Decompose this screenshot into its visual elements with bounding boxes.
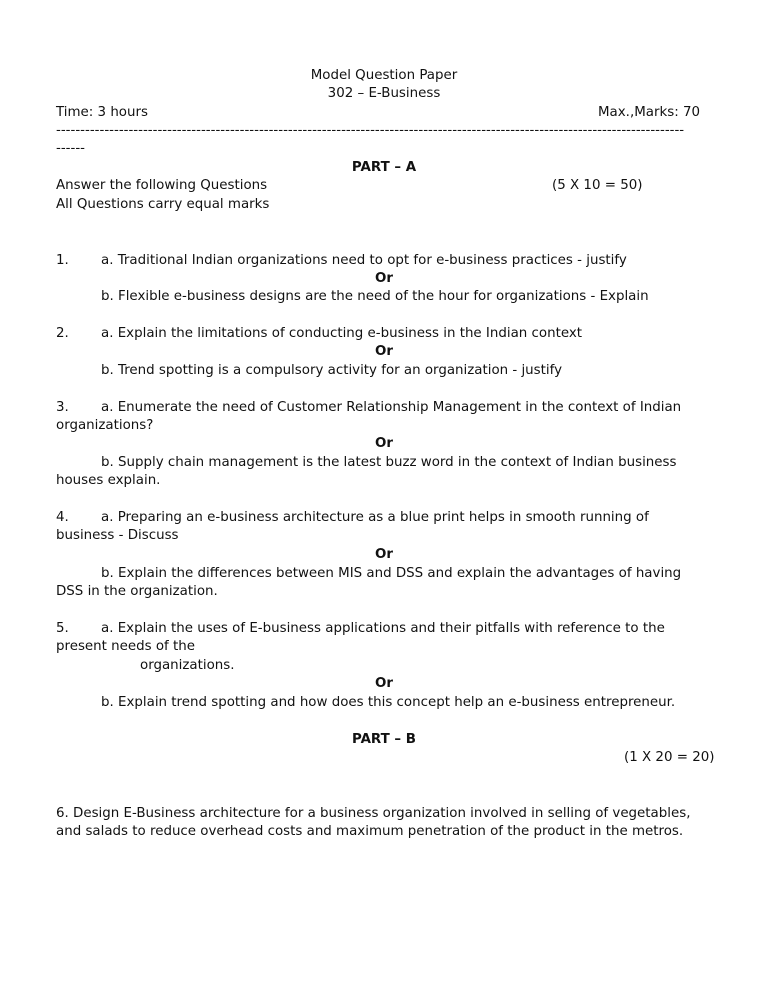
- question-option-b: b. Flexible e-business designs are the need of the hour for organizations - Explain: [101, 289, 649, 304]
- question-option-b: b. Explain trend spotting and how does this concept help an e-business entrepreneur.: [101, 695, 676, 710]
- question-option-b-continued: houses explain.: [56, 473, 161, 488]
- part-b-marks-scheme: (1 X 20 = 20): [624, 750, 715, 765]
- question-option-b: b. Explain the differences between MIS and DSS and explain the advantages of having: [101, 566, 682, 581]
- question-option-a: a. Explain the limitations of conducting e-business in the Indian context: [101, 326, 582, 341]
- question-option-a-continued: organizations?: [56, 418, 154, 433]
- exam-duration: Time: 3 hours: [56, 105, 148, 120]
- question-option-a: a. Preparing an e-business architecture as a blue print helps in smooth running of: [101, 510, 649, 525]
- question-number: 2.: [56, 326, 69, 341]
- question-option-a: a. Enumerate the need of Customer Relationship Management in the context of Indian: [101, 400, 682, 415]
- question-6-line-2: and salads to reduce overhead costs and maximum penetration of the product in the metros.: [56, 824, 684, 839]
- question-option-a-continued: present needs of the: [56, 639, 195, 654]
- question-option-a-continued: business - Discuss: [56, 528, 179, 543]
- part-b-heading: PART – B: [351, 732, 417, 747]
- question-number: 4.: [56, 510, 69, 525]
- question-number: 1.: [56, 253, 69, 268]
- question-number: 3.: [56, 400, 69, 415]
- divider-line-tail: ------: [56, 141, 85, 156]
- part-a-equal-marks-note: All Questions carry equal marks: [56, 197, 270, 212]
- or-separator: Or: [375, 344, 393, 359]
- question-option-a: a. Explain the uses of E-business applications and their pitfalls with reference to the: [101, 621, 665, 636]
- or-separator: Or: [375, 547, 393, 562]
- question-option-a: a. Traditional Indian organizations need to opt for e-business practices - justify: [101, 253, 627, 268]
- max-marks: Max.,Marks: 70: [598, 105, 700, 120]
- paper-title: Model Question Paper: [310, 68, 458, 83]
- question-6-line-1: 6. Design E-Business architecture for a business organization involved in selling of vegetables,: [56, 806, 691, 821]
- part-a-instruction: Answer the following Questions: [56, 178, 268, 193]
- divider-line: ----------------------------------------------------------------------------------------------------------------------------------: [56, 123, 685, 138]
- or-separator: Or: [375, 436, 393, 451]
- question-option-b: b. Supply chain management is the latest buzz word in the context of Indian business: [101, 455, 677, 470]
- question-option-b-continued: DSS in the organization.: [56, 584, 218, 599]
- part-a-heading: PART – A: [351, 160, 417, 175]
- subject-code: 302 – E-Business: [327, 86, 441, 101]
- or-separator: Or: [375, 271, 393, 286]
- question-option-a-continued-2: organizations.: [140, 658, 235, 673]
- or-separator: Or: [375, 676, 393, 691]
- question-number: 5.: [56, 621, 69, 636]
- question-option-b: b. Trend spotting is a compulsory activity for an organization - justify: [101, 363, 563, 378]
- part-a-marks-scheme: (5 X 10 = 50): [552, 178, 643, 193]
